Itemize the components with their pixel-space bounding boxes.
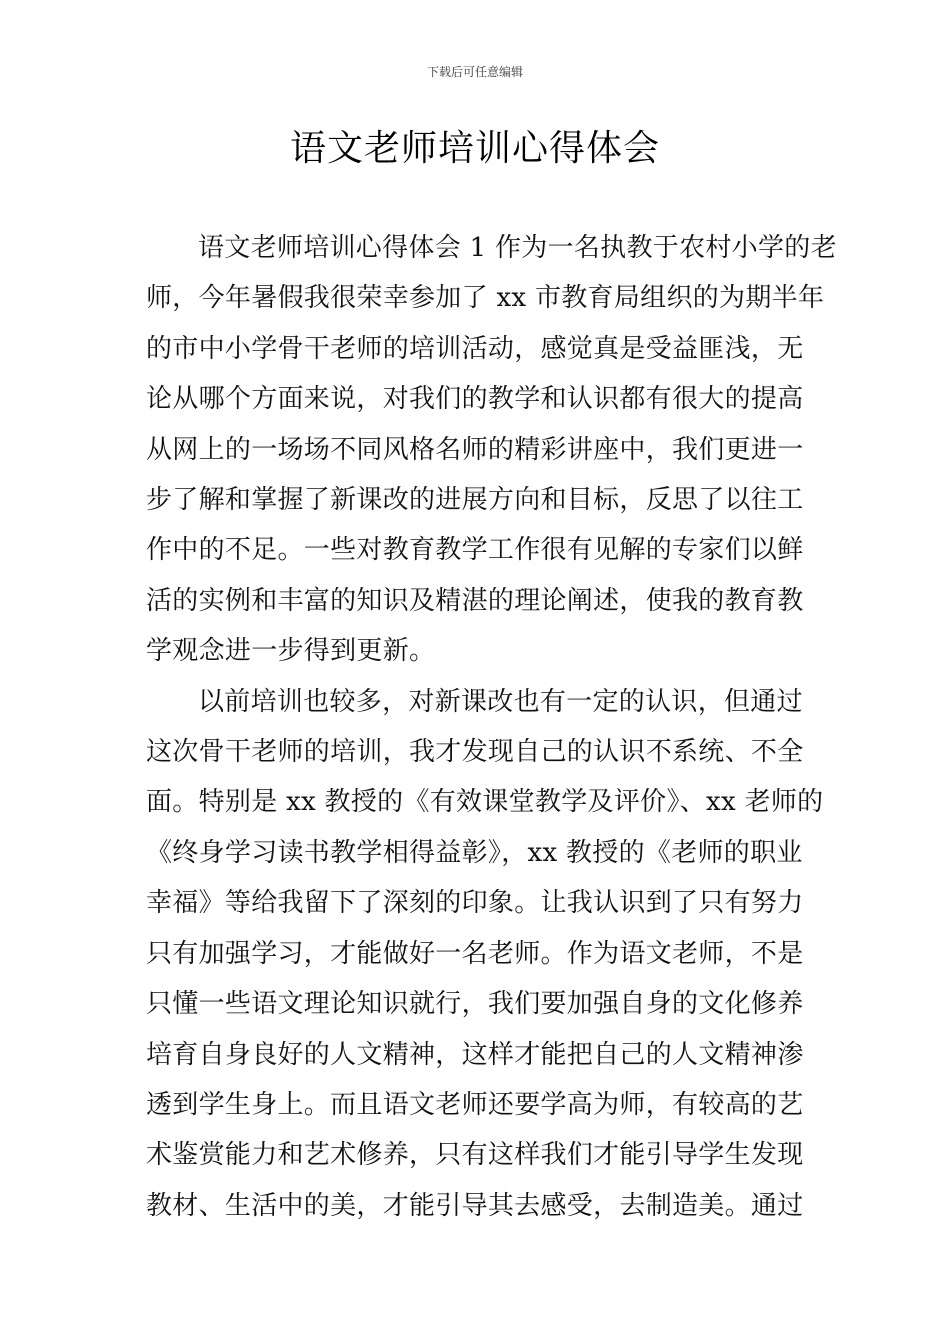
- text-line: 师，今年暑假我很荣幸参加了 xx 市教育局组织的为期半年: [146, 283, 825, 314]
- text-line: 作中的不足。一些对教育教学工作很有见解的专家们以鲜: [146, 535, 804, 566]
- document-body: [146, 223, 837, 1231]
- text-line: 透到学生身上。而且语文老师还要学高为师，有较高的艺: [146, 1089, 804, 1120]
- paragraph-2: [146, 677, 824, 1231]
- text-line: 《终身学习读书教学相得益彰》，xx 教授的《老师的职业: [146, 837, 803, 868]
- text-line: 只有加强学习，才能做好一名老师。作为语文老师，不是: [146, 938, 804, 969]
- text-line: 从网上的一场场不同风格名师的精彩讲座中，我们更进一: [146, 434, 804, 465]
- text-line: 培育自身良好的人文精神，这样才能把自己的人文精神渗: [146, 1039, 804, 1070]
- text-line: 以前培训也较多，对新课改也有一定的认识，但通过: [198, 686, 803, 717]
- paragraph-1: [146, 223, 837, 677]
- text-line: 术鉴赏能力和艺术修养，只有这样我们才能引导学生发现: [146, 1140, 804, 1171]
- text-line: 面。特别是 xx 教授的《有效课堂教学及评价》、xx 老师的: [146, 787, 824, 818]
- text-line: 学观念进一步得到更新。: [146, 636, 436, 667]
- page-header: 下载后可任意编辑: [426, 65, 523, 79]
- text-line: 这次骨干老师的培训，我才发现自己的认识不系统、不全: [146, 737, 804, 768]
- text-line: 的市中小学骨干老师的培训活动，感觉真是受益匪浅，无: [146, 333, 804, 364]
- text-line: 幸福》等给我留下了深刻的印象。让我认识到了只有努力: [146, 888, 804, 919]
- text-line: 步了解和掌握了新课改的进展方向和目标，反思了以往工: [146, 485, 804, 516]
- text-line: 教材、生活中的美，才能引导其去感受，去制造美。通过: [146, 1190, 804, 1221]
- text-line: 活的实例和丰富的知识及精湛的理论阐述，使我的教育教: [146, 585, 804, 616]
- text-line: 只懂一些语文理论知识就行，我们要加强自身的文化修养: [146, 989, 804, 1020]
- document-title: 语文老师培训心得体会: [289, 128, 660, 169]
- text-line: 语文老师培训心得体会 1 作为一名执教于农村小学的老: [198, 233, 837, 263]
- text-line: 论从哪个方面来说，对我们的教学和认识都有很大的提高: [146, 384, 804, 415]
